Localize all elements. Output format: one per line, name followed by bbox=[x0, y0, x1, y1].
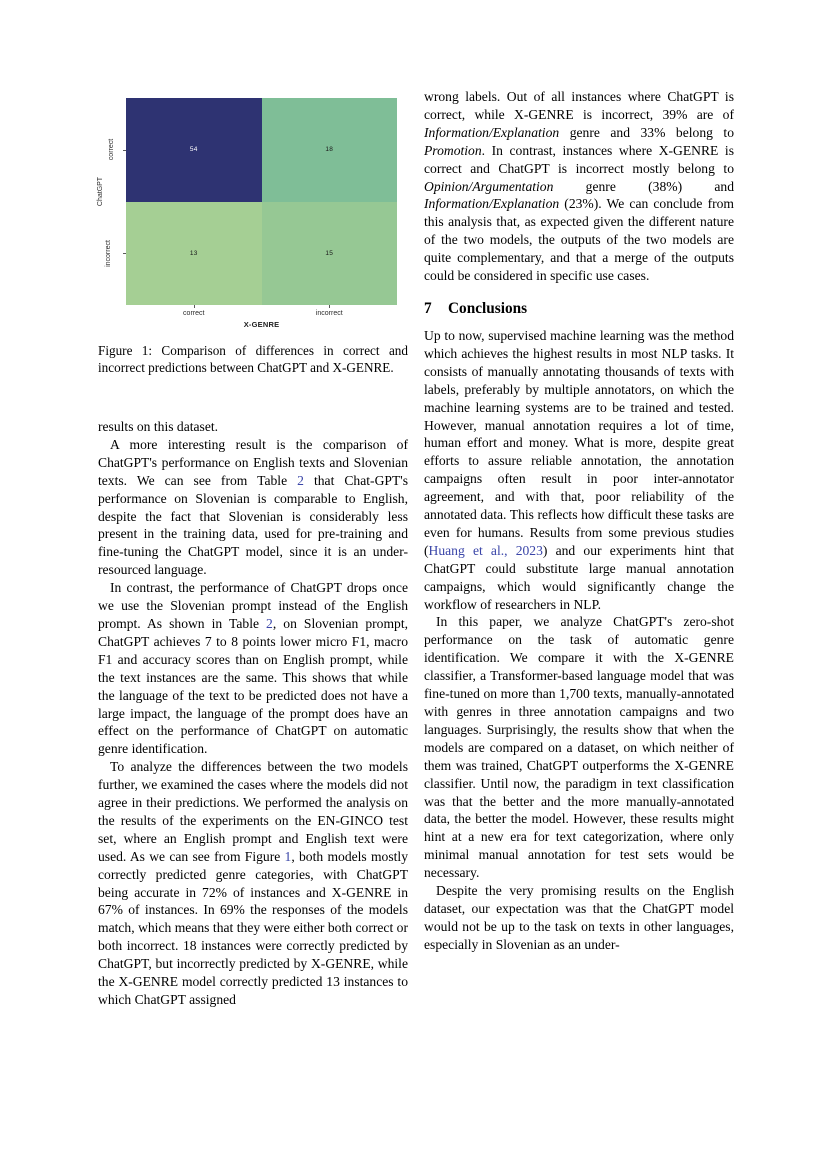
paragraph bbox=[424, 613, 734, 882]
paragraph-text: Up to now, supervised machine learning was the method which achieves the highest results in most NLP tasks. It consists of manually annotating thousands of texts with labels, preferably by multiple annotators, on which the machine learning systems are to be trained and tested. However, manual annotation requires a lot of time, human effort and money. What is more, despite great efforts to assure reliable annotation, the annotation campaigns often result in poor inter-annotator agreement, and with that, poor reliability of the annotated data. This reflects how difficult these tasks are even for humans. Results from some previous studies ( bbox=[424, 327, 734, 558]
section-title: Conclusions bbox=[448, 299, 528, 317]
left-column bbox=[98, 88, 408, 1088]
paragraph-text: To analyze the differences between the two models further, we examined the cases where the models did not agree in their predictions. We performed the analysis on the results of the experiments on the EN-GINCO test set, where an English prompt and English text were used. As we can see from Figure bbox=[98, 759, 408, 864]
y-tick-label: incorrect bbox=[105, 239, 113, 267]
right-column bbox=[424, 88, 734, 1088]
section-heading bbox=[424, 299, 734, 318]
genre-name: Promotion bbox=[424, 142, 482, 158]
figure-reference-link[interactable]: 1 bbox=[284, 848, 292, 864]
paragraph-text: Despite the very promising results on the English dataset, our expectation was that the ChatGPT model would not be up to the task on texts in other languages, especially in Slovenian as an under- bbox=[424, 883, 734, 952]
paragraph bbox=[98, 436, 408, 579]
x-axis-title: X-GENRE bbox=[243, 320, 280, 329]
x-tick-incorrect: incorrect bbox=[262, 305, 398, 317]
body-columns bbox=[98, 88, 734, 1088]
section-number: 7 bbox=[424, 299, 432, 317]
x-tick-correct: correct bbox=[126, 305, 262, 317]
table-reference-link[interactable]: 2 bbox=[297, 472, 304, 488]
paragraph-text: wrong labels. Out of all instances where ChatGPT is correct, while X-GENRE is incorrect, 39% are of bbox=[424, 89, 734, 122]
paragraph-text: ) and our experiments hint that ChatGPT could substitute large manual annotation campaigns, which would significantly change the workflow of researchers in NLP. bbox=[424, 542, 735, 612]
paragraph bbox=[98, 579, 408, 758]
citation-link[interactable]: Huang et al., 2023 bbox=[428, 542, 543, 558]
heatmap-cell-value: 13 bbox=[189, 249, 198, 257]
heatmap-cell-value: 54 bbox=[189, 146, 198, 154]
paragraph-text: genre (38%) and bbox=[553, 178, 734, 194]
paragraph bbox=[424, 88, 734, 285]
figure-caption-label: Figure 1: bbox=[98, 343, 153, 358]
paragraph-text: In this paper, we analyze ChatGPT's zero-shot performance on the task of automatic genre identification. We compare it with the X-GENRE classifier, a Transformer-based language model that was fine-tuned on more than 1,700 texts, manually-annotated with genres in three annotation campaigns and two languages. Surprisingly, the results show that when the models are compared on a dataset, on which neither of them was trained, ChatGPT outperforms the X-GENRE classifier. Until now, the paradigm in text classification was that the better and the more manually-annotated data, the better the model. However, these results might hint at a new era for text categorization, where only minimal manual annotation for test sets would be necessary. bbox=[424, 614, 734, 881]
paragraph-text: results on this dataset. bbox=[98, 419, 219, 434]
paragraph bbox=[424, 882, 734, 954]
genre-name: Information/Explanation bbox=[424, 124, 560, 140]
heatmap-cell-value: 15 bbox=[325, 249, 334, 257]
paragraph-text: , both models mostly correctly predicted genre categories, with ChatGPT being accurate in 72% of instances and X-GENRE in 67% of instances. In 69% the responses of the models match, which means that they were either both correct or both incorrect. 18 instances were correctly predicted by ChatGPT, but incorrectly predicted by X-GENRE, while the X-GENRE model correctly predicted 13 instances to which ChatGPT assigned bbox=[98, 848, 408, 1007]
heatmap-cell-value: 18 bbox=[325, 146, 334, 154]
paragraph bbox=[98, 418, 408, 436]
paragraph-text: that Chat-GPT's performance on Slovenian is comparable to English, despite the fact that Slovenian is considerably less present in the training data, used for pre-training and fine-tuning the ChatGPT model, since it is an under-resourced language. bbox=[98, 472, 408, 578]
y-tick-label: correct bbox=[107, 139, 115, 161]
paragraph-text: . In contrast, instances where X-GENRE is correct and ChatGPT is incorrect mostly belong to bbox=[424, 142, 734, 176]
figure-caption-text: Comparison of differences in correct and incorrect predictions between ChatGPT and X-GENRE. bbox=[98, 343, 408, 376]
paragraph bbox=[98, 758, 408, 1009]
paragraph bbox=[424, 327, 734, 614]
paragraph-text: genre and 33% belong to bbox=[559, 124, 734, 140]
paragraph-text: , on Slovenian prompt, ChatGPT achieves 7 to 8 points lower micro F1, macro F1 and accuracy scores than on English prompt, while the text instances are the same. This shows that while the language of the text to be predicted does not have a large impact, the language of the prompt does have an effect on the performance of ChatGPT on automatic genre identification. bbox=[98, 615, 408, 757]
genre-name: Opinion/Argumentation bbox=[424, 178, 554, 194]
genre-name: Information/Explanation bbox=[424, 196, 560, 212]
y-axis-title-label: ChatGPT bbox=[97, 176, 105, 207]
paragraph-text: In contrast, the performance of ChatGPT drops once we use the Slovenian prompt instead of the English prompt. As shown in Table bbox=[98, 580, 408, 631]
paragraph-text: A more interesting result is the comparison of ChatGPT's performance on English texts and Slovenian texts. We can see from Table bbox=[98, 436, 408, 488]
table-reference-link[interactable]: 2 bbox=[266, 615, 273, 631]
paragraph-text: (23%). We can conclude from this analysis that, as expected given the different nature of the two models, the outputs of the two models are quite complementary, and that a merge of the outputs could be considered in specific use cases. bbox=[424, 196, 734, 284]
